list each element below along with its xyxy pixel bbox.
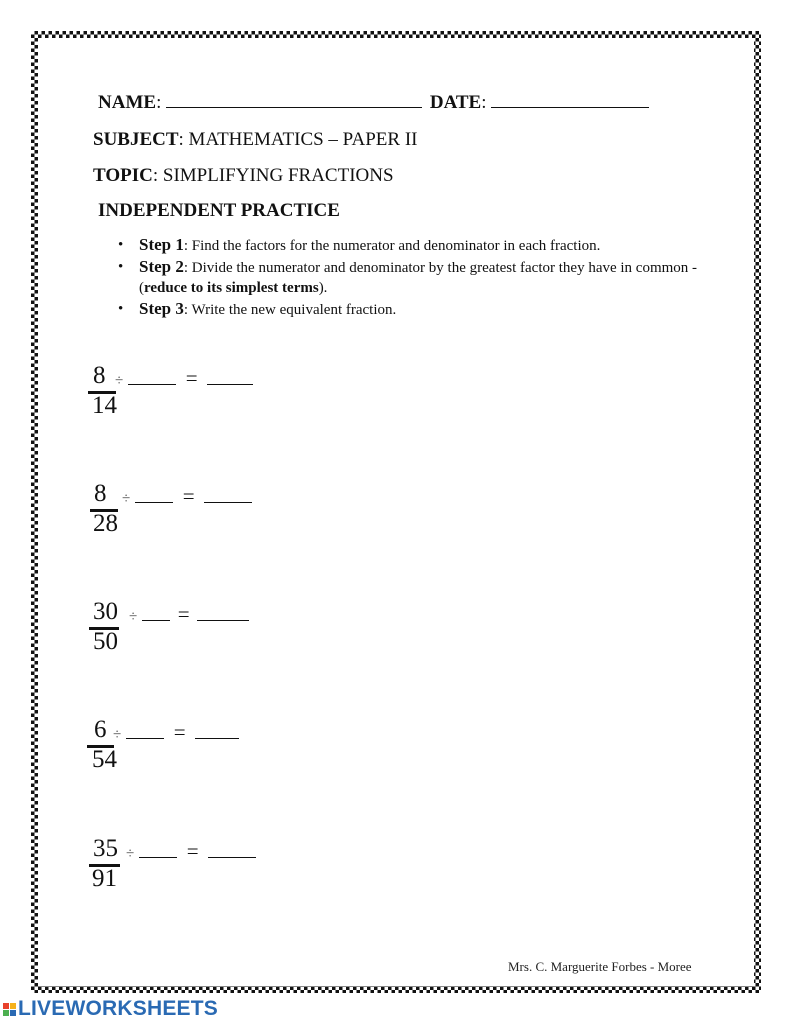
equation-blanks xyxy=(122,484,252,509)
equation-blanks xyxy=(129,602,249,627)
logo-icon xyxy=(3,1003,16,1016)
topic-row xyxy=(93,165,394,187)
step-item xyxy=(118,235,718,256)
step-list xyxy=(118,235,718,321)
answer-field[interactable] xyxy=(204,502,252,503)
divisor-field[interactable] xyxy=(126,738,164,739)
step-label: Step 2 xyxy=(139,257,184,276)
step-item xyxy=(118,299,718,320)
topic-value: : SIMPLIFYING FRACTIONS xyxy=(152,165,394,186)
subject-row xyxy=(93,129,417,151)
denominator: 91 xyxy=(92,865,117,892)
numerator: 30 xyxy=(93,598,118,625)
bullet-icon: • xyxy=(118,301,124,317)
divisor-field[interactable] xyxy=(135,502,173,503)
step-text-end: ). xyxy=(318,280,328,296)
numerator: 6 xyxy=(94,716,107,743)
step-item xyxy=(118,257,718,298)
answer-field[interactable] xyxy=(195,738,239,739)
equals-sign: = xyxy=(182,484,195,508)
divide-sign: ÷ xyxy=(122,491,131,507)
divisor-field[interactable] xyxy=(139,857,177,858)
equation-blanks xyxy=(126,839,256,864)
numerator: 35 xyxy=(93,835,118,862)
topic-label: TOPIC xyxy=(93,165,153,186)
bullet-icon: • xyxy=(118,259,124,275)
bullet-icon: • xyxy=(118,237,124,253)
subject-value: : MATHEMATICS – PAPER II xyxy=(178,129,418,150)
equals-sign: = xyxy=(177,602,190,626)
divide-sign: ÷ xyxy=(129,609,138,625)
divisor-field[interactable] xyxy=(128,384,176,385)
answer-field[interactable] xyxy=(197,620,249,621)
logo-text: LIVEWORKSHEETS xyxy=(18,997,218,1020)
step-bold-text: reduce to its simplest terms xyxy=(144,280,319,296)
liveworksheets-logo[interactable] xyxy=(3,996,218,1022)
step-label: Step 1 xyxy=(139,235,184,254)
denominator: 14 xyxy=(92,392,117,419)
section-title: INDEPENDENT PRACTICE xyxy=(98,200,340,221)
subject-label: SUBJECT xyxy=(93,129,179,150)
equals-sign: = xyxy=(185,366,198,390)
name-date-row: NAME: DATE: xyxy=(98,92,649,114)
date-label: DATE xyxy=(429,92,482,113)
equals-sign: = xyxy=(173,720,186,744)
answer-field[interactable] xyxy=(207,384,253,385)
divisor-field[interactable] xyxy=(142,620,170,621)
denominator: 28 xyxy=(93,510,118,537)
step-text: : Divide the numerator and denominator by the greatest factor they have in common - ( xyxy=(139,260,698,296)
answer-field[interactable] xyxy=(208,857,256,858)
name-field[interactable] xyxy=(166,107,422,108)
equals-sign: = xyxy=(186,839,199,863)
numerator: 8 xyxy=(94,480,107,507)
denominator: 54 xyxy=(92,746,117,773)
step-text: : Find the factors for the numerator and denominator in each fraction. xyxy=(183,238,601,254)
equation-blanks xyxy=(113,720,239,745)
divide-sign: ÷ xyxy=(126,846,135,862)
divide-sign: ÷ xyxy=(113,727,122,743)
step-label: Step 3 xyxy=(139,299,184,318)
name-label: NAME xyxy=(98,92,157,113)
author-credit: Mrs. C. Marguerite Forbes - Moree xyxy=(508,959,692,974)
date-field[interactable] xyxy=(491,107,649,108)
step-text: : Write the new equivalent fraction. xyxy=(183,302,397,318)
equation-blanks xyxy=(115,366,253,391)
divide-sign: ÷ xyxy=(115,373,124,389)
denominator: 50 xyxy=(93,628,118,655)
numerator: 8 xyxy=(93,362,106,389)
